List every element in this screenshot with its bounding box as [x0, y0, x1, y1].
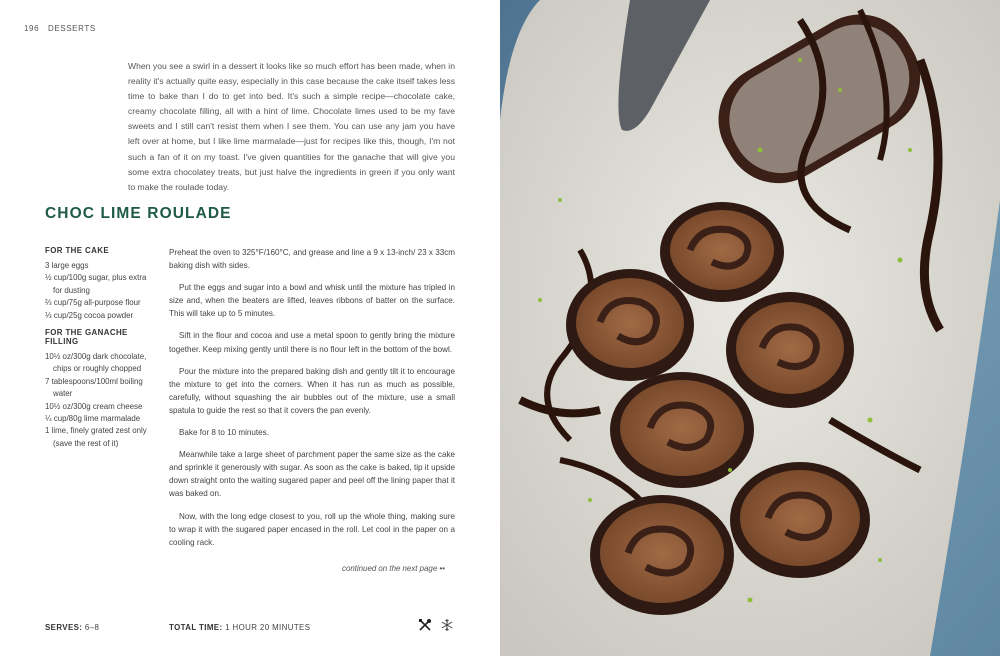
ingredient-item: 3 large eggs	[45, 261, 89, 270]
continued-note: continued on the next page ••	[342, 564, 445, 573]
method-step: Put the eggs and sugar into a bowl and whisk until the mixture has tripled in size and, when the beaters are lifted, leaves ribbons of batter on the surface. This will take up to 5 minutes.	[169, 283, 455, 319]
method-steps	[169, 246, 455, 558]
method-step: Bake for 8 to 10 minutes.	[179, 428, 269, 438]
recipe-title: CHOC LIME ROULADE	[45, 205, 232, 222]
time-label: TOTAL TIME:	[169, 623, 223, 632]
roulade-photo	[500, 0, 1000, 656]
ingredients-list	[45, 246, 157, 456]
roulade-slice	[730, 462, 870, 578]
ingredient-item: 1 lime, finely grated zest only (save the rest of it)	[45, 426, 147, 448]
ganache-ingredients	[45, 351, 157, 450]
ingredient-item: ¼ cup/80g lime marmalade	[45, 414, 141, 424]
food-illustration	[500, 0, 1000, 656]
roulade-slice	[566, 269, 694, 381]
utensils-icon	[418, 618, 432, 632]
ingredient-item: 7 tablespoons/100ml boiling water	[45, 376, 143, 399]
method-step: Meanwhile take a large sheet of parchment paper the same size as the cake and sprinkle it generously with sugar. As soon as the cake is baked, tip it upside down straight onto the waiting sugared paper and peel off the lining paper that it was baked on.	[169, 450, 455, 499]
page-number: 196	[24, 24, 40, 33]
roulade-slice	[660, 202, 784, 302]
serves-info	[45, 623, 99, 632]
serves-value: 6–8	[84, 623, 100, 632]
ingredient-item: 10½ oz/300g cream cheese	[45, 401, 143, 411]
method-step: Now, with the long edge closest to you, roll up the whole thing, making sure to wrap it with the sugared paper encased in the roll. Let cool in the paper on a cooling rack.	[169, 511, 455, 547]
roulade-slice	[590, 495, 734, 615]
ingredient-item: ⅓ cup/25g cocoa powder	[45, 310, 134, 320]
ingredient-item: 10½ oz/300g dark chocolate, chips or roughly chopped	[45, 352, 147, 374]
method-step: Sift in the flour and cocoa and use a metal spoon to gently bring the mixture together. Keep mixing gently until there is no flour left in the bottom of the bowl.	[169, 331, 455, 354]
method-step: Preheat the oven to 325°F/160°C, and grease and line a 9 x 13-inch/ 23 x 33cm baking dish with sides.	[169, 248, 455, 271]
section-name: DESSERTS	[47, 24, 96, 33]
method-step: Pour the mixture into the prepared baking dish and gently tilt it to encourage the mixture to get into the corners. When it has run as much as possible, carefully, without squashing the air bubbles out of the mixture, use a small spatula to guide the rest so that it covers the pan evenly.	[169, 366, 455, 415]
cake-heading: FOR THE CAKE	[45, 246, 109, 255]
time-info	[169, 623, 310, 632]
ingredient-item: ⅔ cup/75g all-purpose flour	[45, 298, 141, 308]
intro-paragraph: When you see a swirl in a dessert it looks like so much effort has been made, when in reality it's actually quite easy, especially in this case because the cake itself takes less time to bake than I do to get into bed. It's such a simple recipe—chocolate cake, creamy chocolate filling, all with a hint of lime. Chocolate limes used to be my fave sweets and I still can't resist them when I see them. You can use any jam you have left over at home, but I like lime marmalade—just for recipes like this, though, I'm not such a fan of it on my toast. I've given quantities for the ganache that will give you some extra chocolatey treats, but just halve the ingredients in green if you only want to make the roulade today.	[128, 61, 455, 192]
roulade-slice	[726, 292, 854, 408]
serves-label: SERVES:	[45, 623, 83, 632]
roulade-slice	[610, 372, 754, 488]
ganache-heading: FOR THE GANACHE FILLING	[45, 328, 128, 347]
cake-ingredients	[45, 260, 157, 322]
ingredient-item: ½ cup/100g sugar, plus extra for dusting	[45, 273, 147, 295]
page-header	[24, 24, 96, 33]
snowflake-icon	[440, 618, 454, 632]
recipe-icons	[418, 618, 454, 632]
time-value: 1 HOUR 20 MINUTES	[225, 623, 311, 632]
